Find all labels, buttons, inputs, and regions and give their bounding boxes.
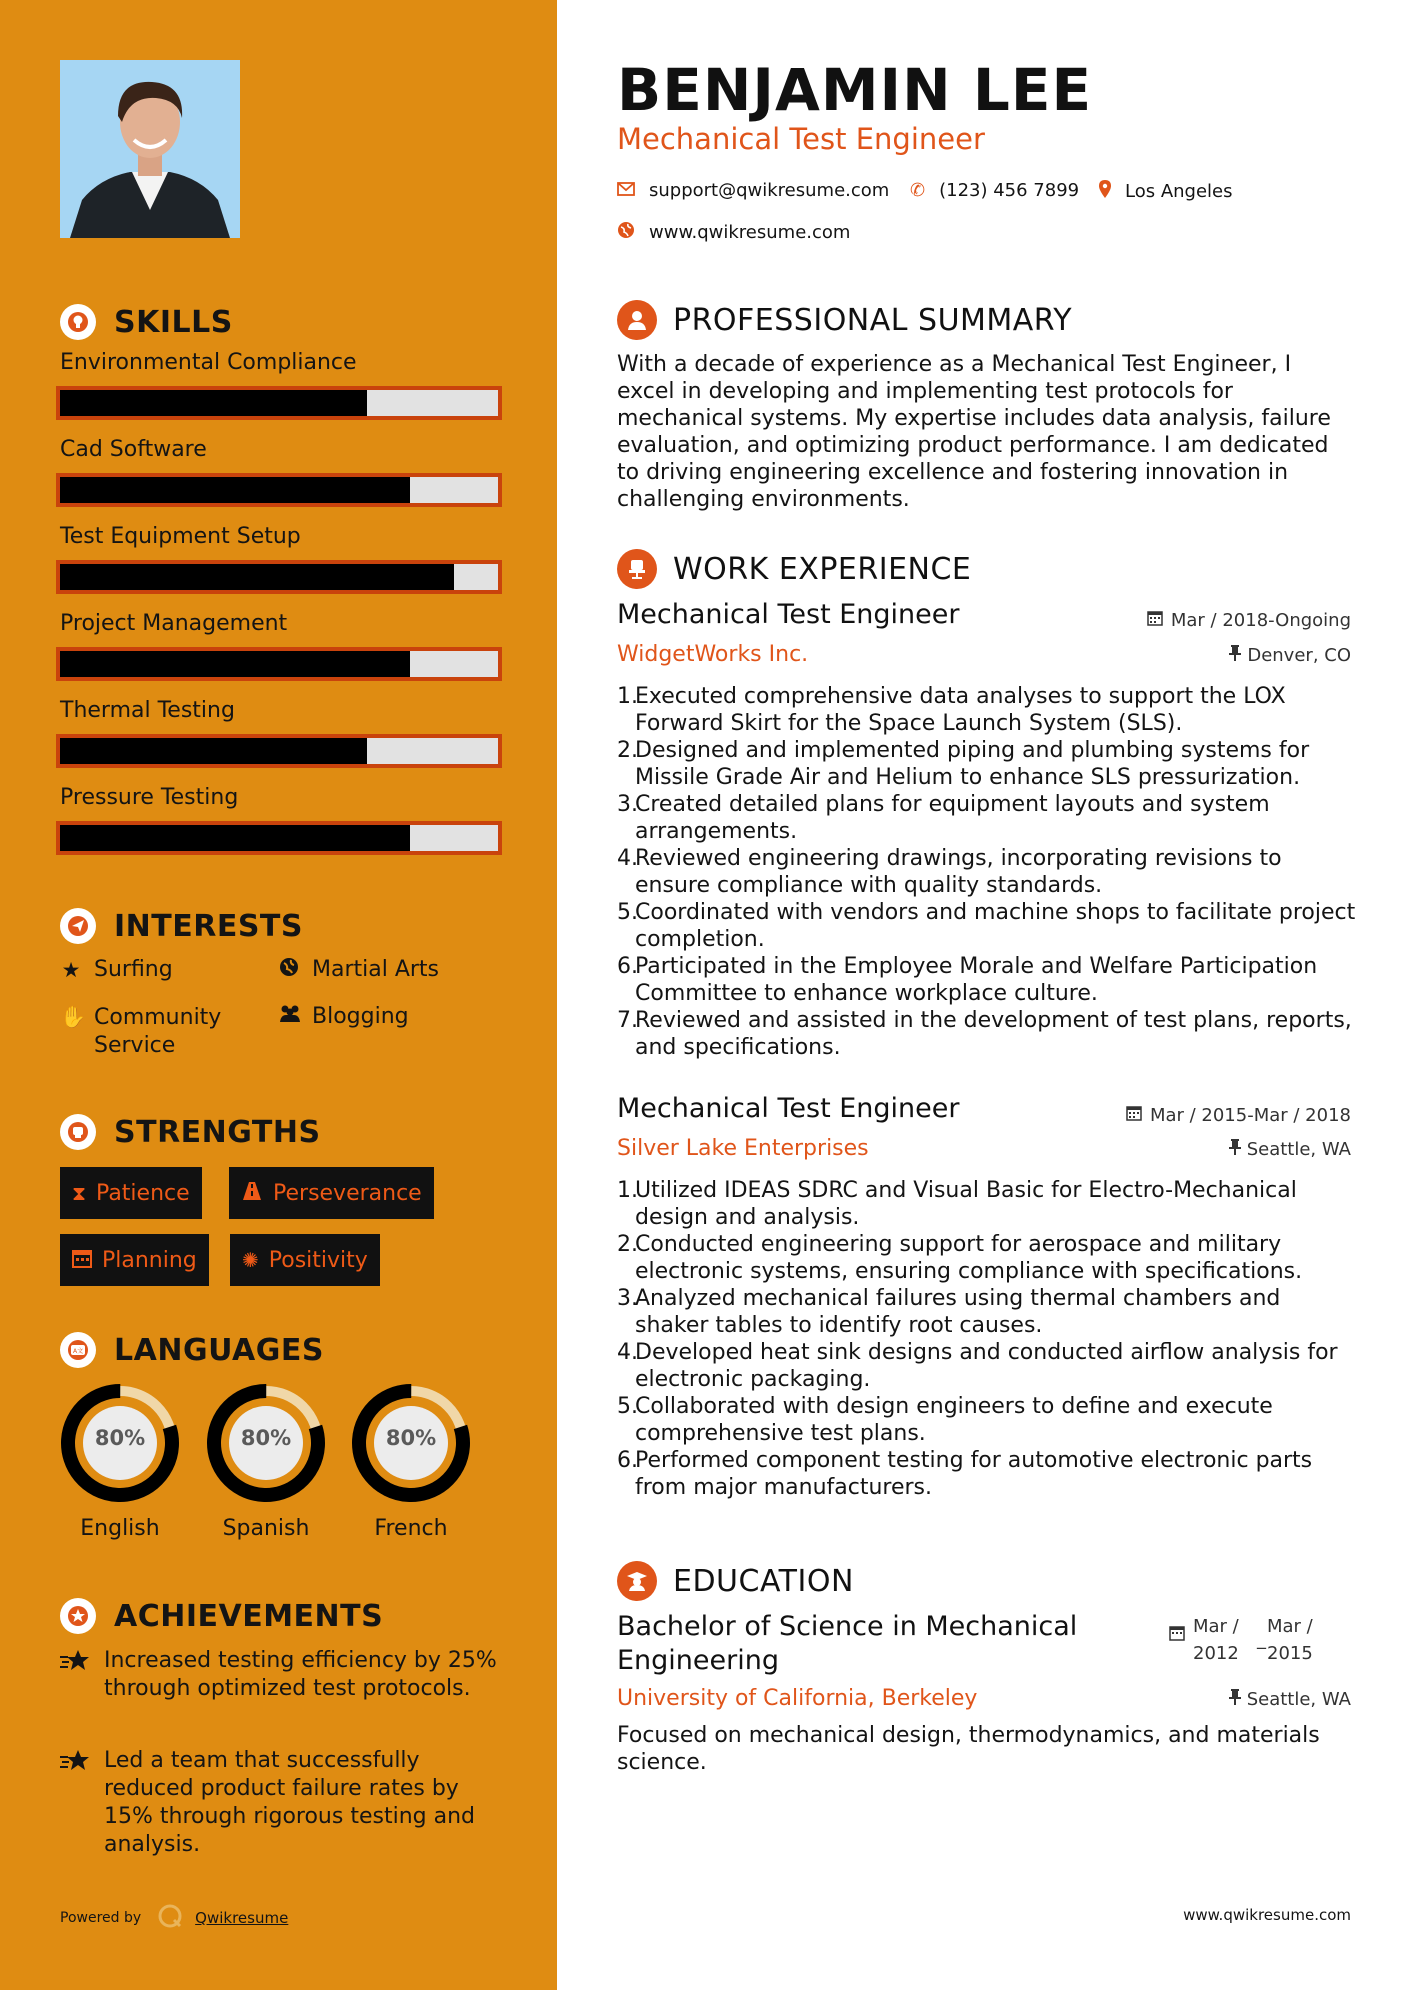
language-percent: 80% bbox=[240, 1426, 292, 1450]
job-dates-text: Mar / 2015-Mar / 2018 bbox=[1149, 1105, 1351, 1126]
skill-label: Environmental Compliance bbox=[60, 350, 357, 375]
degree-title: Bachelor of Science in Mechanical Engineering bbox=[617, 1611, 1078, 1676]
briefcase-chair-icon bbox=[617, 549, 657, 589]
education-location bbox=[1229, 1689, 1351, 1710]
skill-bar bbox=[56, 821, 502, 855]
skill-bar-fill bbox=[60, 825, 410, 851]
skill-bar bbox=[56, 647, 502, 681]
skill-bar-fill bbox=[60, 390, 367, 416]
language-label: English bbox=[80, 1516, 160, 1541]
location-text: Los Angeles bbox=[1125, 181, 1233, 202]
candidate-role: Mechanical Test Engineer bbox=[617, 122, 985, 156]
profile-photo bbox=[60, 60, 240, 238]
experience-heading bbox=[617, 549, 971, 589]
summary-title: PROFESSIONAL SUMMARY bbox=[673, 302, 1073, 338]
company-name: WidgetWorks Inc. bbox=[617, 642, 809, 667]
phone-icon: ✆ bbox=[910, 180, 926, 201]
skills-heading bbox=[60, 302, 233, 342]
language-ring bbox=[350, 1382, 472, 1508]
interest-label: Martial Arts bbox=[312, 957, 440, 982]
language-ring bbox=[59, 1382, 181, 1508]
list-item: 2. Conducted engineering support for aerospace and military electronic systems, ensuring compliance with specifications. bbox=[617, 1232, 1303, 1284]
strengths-heading bbox=[60, 1112, 321, 1152]
strength-badge bbox=[230, 1234, 380, 1286]
globe-icon bbox=[617, 221, 635, 244]
achievement-item bbox=[60, 1747, 500, 1859]
interest-label: Surfing bbox=[94, 957, 173, 982]
interest-item bbox=[278, 1004, 409, 1030]
strength-label: Patience bbox=[96, 1180, 190, 1206]
language-label: French bbox=[374, 1516, 448, 1541]
email-text: support@qwikresume.com bbox=[649, 180, 890, 201]
users-icon bbox=[278, 1004, 300, 1030]
company-name: Silver Lake Enterprises bbox=[617, 1136, 869, 1161]
job-bullets bbox=[617, 1177, 1357, 1501]
job-location bbox=[1229, 645, 1351, 666]
strength-label: Positivity bbox=[268, 1247, 368, 1273]
contact-location bbox=[1099, 180, 1233, 203]
skill-bar-fill bbox=[60, 477, 410, 503]
interest-label: Blogging bbox=[312, 1004, 409, 1029]
envelope-icon bbox=[617, 180, 635, 201]
list-item: 4. Reviewed engineering drawings, incorporating revisions to ensure compliance with quality standards. bbox=[617, 846, 1282, 898]
list-item: 4. Developed heat sink designs and conducted airflow analysis for electronic packaging. bbox=[617, 1340, 1338, 1392]
main-content bbox=[557, 0, 1407, 1990]
fist-icon bbox=[60, 1114, 96, 1150]
list-item: 5. Collaborated with design engineers to define and execute comprehensive test plans. bbox=[617, 1394, 1273, 1446]
list-item: 6. Performed component testing for automotive electronic parts from major manufacturers. bbox=[617, 1448, 1313, 1500]
shooting-star-icon bbox=[60, 1747, 94, 1859]
candidate-name: BENJAMIN LEE bbox=[617, 56, 1093, 124]
strengths-title: STRENGTHS bbox=[114, 1114, 321, 1150]
education-description: Focused on mechanical design, thermodynamics, and materials science. bbox=[617, 1723, 1320, 1775]
school-name: University of California, Berkeley bbox=[617, 1686, 978, 1711]
skill-label: Thermal Testing bbox=[60, 698, 235, 723]
language-label: Spanish bbox=[222, 1516, 310, 1541]
website-text: www.qwikresume.com bbox=[649, 222, 851, 243]
interests-title: INTERESTS bbox=[114, 908, 303, 944]
interest-item bbox=[60, 957, 173, 983]
strength-badge bbox=[60, 1234, 209, 1286]
interests-heading bbox=[60, 906, 303, 946]
phone-text: (123) 456 7899 bbox=[939, 180, 1080, 201]
strength-badge bbox=[60, 1167, 202, 1219]
qwikresume-logo-icon bbox=[157, 1903, 183, 1933]
interest-item bbox=[278, 957, 439, 983]
paper-plane-icon bbox=[60, 908, 96, 944]
list-item: 3. Analyzed mechanical failures using thermal chambers and shaker tables to identify root causes. bbox=[617, 1286, 1281, 1338]
road-icon bbox=[241, 1181, 263, 1206]
job-title: Mechanical Test Engineer bbox=[617, 1093, 960, 1124]
language-percent: 80% bbox=[385, 1426, 437, 1450]
skill-bar bbox=[56, 734, 502, 768]
date-separator: _ bbox=[1257, 1629, 1266, 1650]
languages-title: LANGUAGES bbox=[114, 1332, 324, 1368]
job-location bbox=[1229, 1139, 1351, 1160]
job-dates-text: Mar / 2018-Ongoing bbox=[1170, 610, 1351, 631]
lightbulb-icon bbox=[60, 304, 96, 340]
star-icon: ★ bbox=[61, 958, 81, 982]
language-ring bbox=[205, 1382, 327, 1508]
hourglass-icon: ⧗ bbox=[72, 1181, 87, 1205]
footer-website[interactable]: www.qwikresume.com bbox=[1183, 1906, 1351, 1924]
job-dates bbox=[1126, 1105, 1351, 1126]
job-dates bbox=[1147, 610, 1351, 631]
skill-bar bbox=[56, 473, 502, 507]
skill-bar bbox=[56, 386, 502, 420]
pushpin-icon bbox=[1229, 1139, 1241, 1160]
skill-bar-fill bbox=[60, 651, 410, 677]
interest-item bbox=[60, 1004, 260, 1060]
graduate-icon bbox=[617, 1561, 657, 1601]
sidebar bbox=[0, 0, 557, 1990]
skill-bar bbox=[56, 560, 502, 594]
pushpin-icon bbox=[1229, 1689, 1241, 1710]
sun-icon: ✺ bbox=[242, 1248, 259, 1272]
powered-by bbox=[60, 1903, 288, 1933]
skill-label: Test Equipment Setup bbox=[60, 524, 301, 549]
globe-icon bbox=[278, 957, 300, 983]
strength-label: Perseverance bbox=[273, 1180, 422, 1206]
summary-heading bbox=[617, 300, 1072, 340]
summary-text: With a decade of experience as a Mechanical Test Engineer, I excel in developing and implementing test protocols for mechanical systems. My expertise includes data analysis, failure evaluation, and optimizing product performance. I am dedicated to driving engineering excellence and fostering innovation in challenging environments. bbox=[617, 352, 1331, 512]
list-item: 2. Designed and implemented piping and plumbing systems for Missile Grade Air and Helium to enhance SLS pressurization. bbox=[617, 738, 1310, 790]
calendar-icon bbox=[1147, 610, 1163, 631]
education-location-text: Seattle, WA bbox=[1246, 1689, 1351, 1710]
svg-text:A文: A文 bbox=[73, 1348, 84, 1355]
list-item: 6. Participated in the Employee Morale and Welfare Participation Committee to enhance workplace culture. bbox=[617, 954, 1318, 1006]
skills-title: SKILLS bbox=[114, 304, 233, 340]
user-icon bbox=[617, 300, 657, 340]
list-item: 3. Created detailed plans for equipment layouts and system arrangements. bbox=[617, 792, 1270, 844]
achievements-title: ACHIEVEMENTS bbox=[114, 1598, 384, 1634]
education-start: Mar / 2012 bbox=[1193, 1616, 1239, 1664]
pushpin-icon bbox=[1229, 645, 1241, 666]
job-location-text: Seattle, WA bbox=[1246, 1139, 1351, 1160]
education-dates bbox=[1169, 1613, 1321, 1667]
skill-label: Pressure Testing bbox=[60, 785, 239, 810]
job-bullets bbox=[617, 683, 1357, 1061]
education-end: Mar / 2015 bbox=[1267, 1616, 1313, 1664]
skill-label: Cad Software bbox=[60, 437, 207, 462]
hand-icon: ✋ bbox=[60, 1005, 87, 1029]
contact-phone[interactable] bbox=[910, 180, 1079, 201]
education-heading bbox=[617, 1561, 854, 1601]
contact-website[interactable] bbox=[617, 221, 850, 244]
calendar-icon bbox=[1169, 1625, 1185, 1667]
list-item: 7. Reviewed and assisted in the development of test plans, reports, and specifications. bbox=[617, 1008, 1352, 1060]
list-item: 5. Coordinated with vendors and machine shops to facilitate project completion. bbox=[617, 900, 1356, 952]
job-title: Mechanical Test Engineer bbox=[617, 599, 960, 630]
calendar-icon bbox=[72, 1248, 92, 1273]
map-pin-icon bbox=[1099, 180, 1111, 203]
achievement-text: Increased testing efficiency by 25% through optimized test protocols. bbox=[104, 1648, 497, 1701]
interest-label: Community Service bbox=[94, 1005, 222, 1058]
list-item: 1. Executed comprehensive data analyses to support the LOX Forward Skirt for the Space Launch System (SLS). bbox=[617, 684, 1286, 736]
skill-label: Project Management bbox=[60, 611, 288, 636]
qwikresume-link[interactable]: Qwikresume bbox=[195, 1909, 289, 1927]
skill-bar-fill bbox=[60, 738, 367, 764]
strength-badge bbox=[229, 1167, 434, 1219]
education-title: EDUCATION bbox=[673, 1563, 854, 1599]
powered-by-label: Powered by bbox=[60, 1910, 142, 1926]
achievement-item bbox=[60, 1647, 500, 1703]
languages-heading bbox=[60, 1330, 324, 1370]
language-icon bbox=[60, 1332, 96, 1368]
achievements-heading bbox=[60, 1596, 383, 1636]
skill-bar-fill bbox=[60, 564, 454, 590]
experience-title: WORK EXPERIENCE bbox=[673, 551, 972, 587]
strength-label: Planning bbox=[102, 1247, 197, 1273]
job-location-text: Denver, CO bbox=[1247, 645, 1351, 666]
list-item: 1. Utilized IDEAS SDRC and Visual Basic for Electro-Mechanical design and analysis. bbox=[617, 1178, 1297, 1230]
achievement-text: Led a team that successfully reduced product failure rates by 15% through rigorous testing and analysis. bbox=[104, 1748, 475, 1857]
language-percent: 80% bbox=[94, 1426, 146, 1450]
contact-email[interactable] bbox=[617, 180, 889, 201]
calendar-icon bbox=[1126, 1105, 1142, 1126]
shooting-star-icon bbox=[60, 1647, 94, 1703]
star-badge-icon bbox=[60, 1598, 96, 1634]
